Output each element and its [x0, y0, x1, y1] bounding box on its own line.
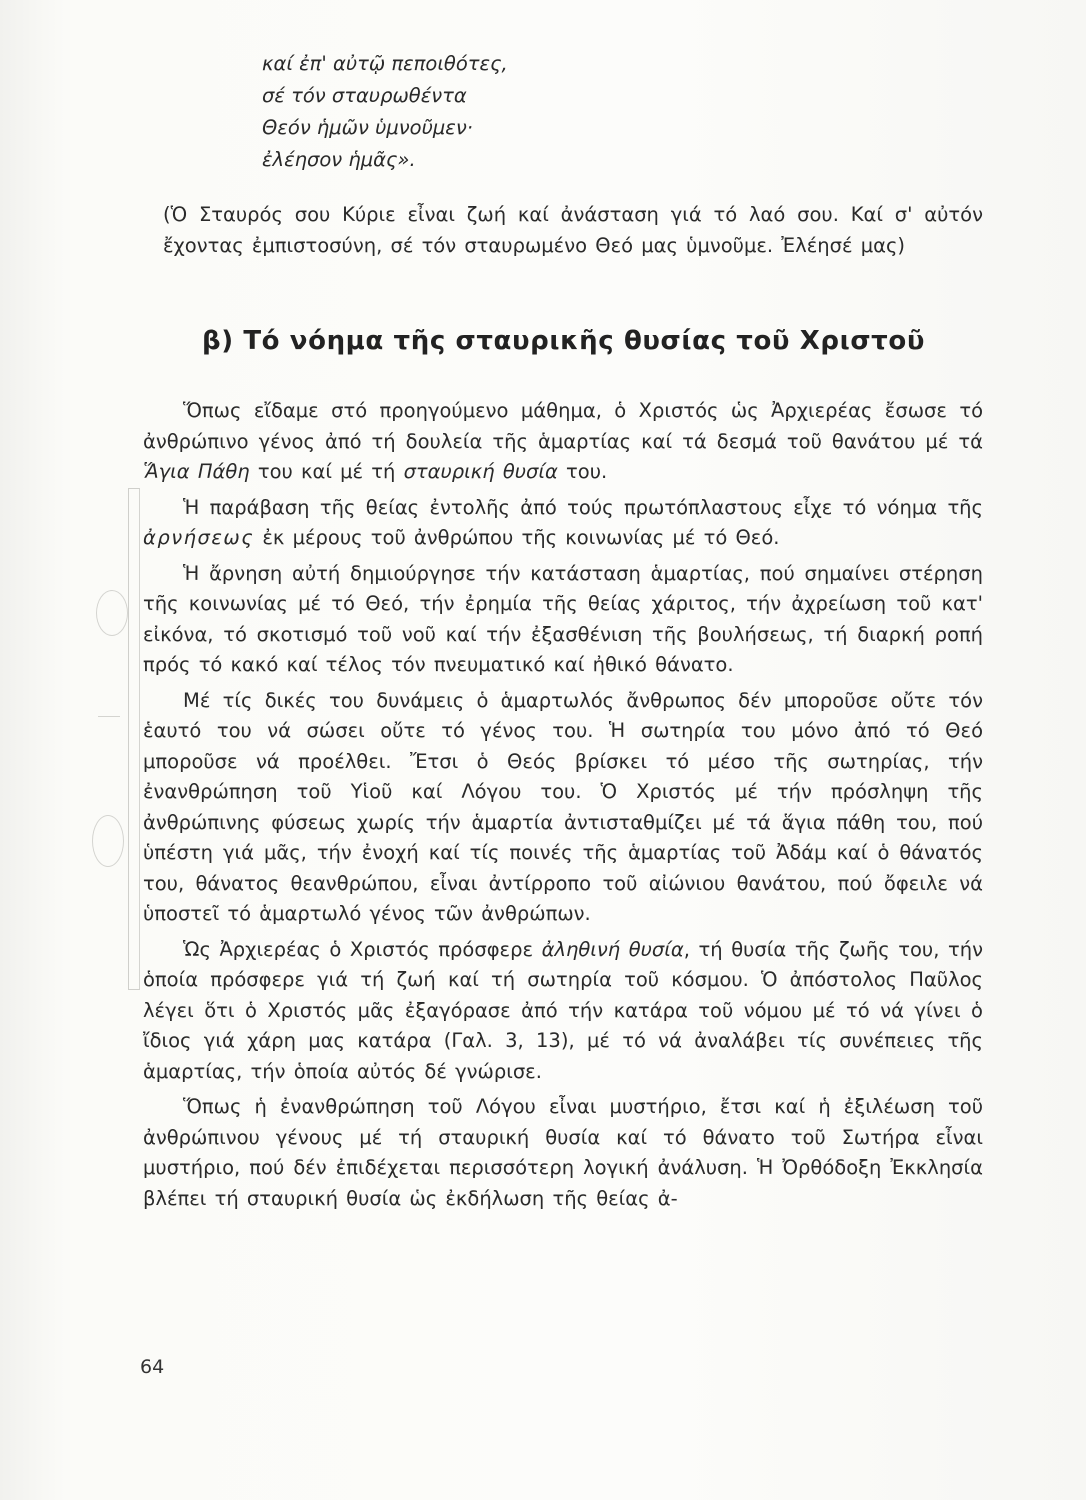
emphasis-text: ἀληθινή θυσία	[541, 937, 684, 961]
paragraph-1	[143, 396, 983, 488]
paragraph-5	[143, 935, 983, 1088]
paragraph-text: Ὡς Ἀρχιερέας ὁ Χριστός πρόσφερε	[183, 937, 542, 961]
emphasis-text: Ἅγια Πάθη	[143, 460, 250, 483]
hymn-line: καί ἐπ' αὐτῷ πεποιθότες,	[262, 52, 508, 75]
hymn-translation	[163, 200, 983, 261]
margin-circle-mark	[92, 815, 124, 867]
body-text	[143, 396, 983, 1214]
paragraph-3: Ἡ ἄρνηση αὐτή δημιούργησε τήν κατάσταση ἁμαρτίας, πού σημαίνει στέρηση τῆς κοινωνίας μέ τό Θεό, τήν ἐρημία τῆς θείας χάριτος, τήν ἀχρείωση τοῦ κατ' εἰκόνα, τό σκοτισμό τοῦ νοῦ καί τήν ἐξασθένιση τῆς βουλήσεως, τή διαρκή ροπή πρός τό κακό καί τέλος τόν πνευματικό καί ἠθικό θάνατο.	[143, 561, 983, 676]
section-heading: β) Τό νόημα τῆς σταυρικῆς θυσίας τοῦ Χριστοῦ	[202, 326, 925, 356]
margin-bracket-mark	[128, 488, 140, 990]
paragraph-text: ἐκ μέρους τοῦ ἀνθρώπου τῆς κοινωνίας μέ τό Θεό.	[254, 526, 780, 549]
emphasis-text: σταυρική θυσία	[403, 460, 558, 483]
page-number: 64	[140, 1356, 165, 1378]
paragraph-text: Ἡ παράβαση τῆς θείας ἐντολῆς ἀπό τούς πρωτόπλαστους εἶχε τό νόημα τῆς	[183, 495, 983, 519]
paragraph-text: , τή θυσία τῆς ζωῆς του, τήν ὁποία πρόσφερε γιά τή ζωή καί τή σωτηρία τοῦ κόσμου. Ὁ ἀπόστολος Παῦλος λέγει ὅτι ὁ Χριστός μᾶς ἐξαγόρασε ἀπό τήν κατάρα τοῦ νόμου μέ τό νά γίνει ὁ ἴδιος γιά χάρη μας κατάρα (Γαλ. 3, 13), μέ τό νά ἀναλάβει τίς συνέπειες τῆς ἁμαρτίας, τήν ὁποία αὐτός δέ γνώρισε.	[143, 937, 983, 1083]
paragraph-4: Μέ τίς δικές του δυνάμεις ὁ ἁμαρτωλός ἄνθρωπος δέν μποροῦσε οὔτε τόν ἑαυτό του νά σώσει οὔτε τό γένος του. Ἡ σωτηρία του μόνο ἀπό τό Θεό μποροῦσε νά προέλθει. Ἔτσι ὁ Θεός βρίσκει τό μέσο τῆς σωτηρίας, τήν ἐνανθρώπηση τοῦ Υἱοῦ καί Λόγου του. Ὁ Χριστός μέ τήν πρόσληψη τῆς ἀνθρώπινης φύσεως χωρίς τήν ἁμαρτία ἀντισταθμίζει μέ τά ἅγια πάθη του, πού ὑπέστη γιά μᾶς, τήν ἐνοχή καί τίς ποινές τῆς ἁμαρτίας τοῦ Ἀδάμ καί ὁ θάνατός του, θάνατος θεανθρώπου, εἶναι ἀντίρροπο τοῦ αἰώνιου θανάτου, πού ὄφειλε νά ὑποστεῖ τό ἁμαρτωλό γένος τῶν ἀνθρώπων.	[143, 688, 983, 925]
paragraph-6: Ὅπως ἡ ἐνανθρώπηση τοῦ Λόγου εἶναι μυστήριο, ἔτσι καί ἡ ἐξιλέωση τοῦ ἀνθρώπινου γένους μέ τή σταυρική θυσία καί τό θάνατο τοῦ Σωτήρα εἶναι μυστήριο, πού δέν ἐπιδέχεται περισσότερη λογική ἀνάλυση. Ἡ Ὀρθόδοξη Ἐκκλησία βλέπει τή σταυρική θυσία ὡς ἐκδήλωση τῆς θείας ἀ-	[143, 1095, 983, 1210]
translation-paragraph: (Ὁ Σταυρός σου Κύριε εἶναι ζωή καί ἀνάσταση γιά τό λαό σου. Καί σ' αὐτόν ἔχοντας ἐμπιστοσύνη, σέ τόν σταυρωμένο Θεό μας ὑμνοῦμε. Ἐλέησέ μας)	[163, 203, 983, 257]
paragraph-text: του.	[557, 460, 608, 483]
margin-circle-mark	[96, 590, 128, 636]
emphasis-text: ἀρνήσεως	[143, 526, 255, 549]
paragraph-text: του καί μέ τή	[249, 460, 404, 483]
margin-dash-mark	[98, 716, 120, 717]
paragraph-2	[143, 493, 983, 554]
hymn-line: Θεόν ἡμῶν ὑμνοῦμεν·	[262, 116, 473, 139]
hymn-line: ἐλέησον ἡμᾶς».	[262, 148, 416, 171]
paragraph-text: Ὅπως εἴδαμε στό προηγούμενο μάθημα, ὁ Χριστός ὡς Ἀρχιερέας ἔσωσε τό ἀνθρώπινο γένος ἀπό τή δουλεία τῆς ἁμαρτίας καί τά δεσμά τοῦ θανάτου μέ τά	[143, 399, 983, 453]
hymn-verse	[262, 48, 508, 176]
hymn-line: σέ τόν σταυρωθέντα	[262, 84, 467, 107]
